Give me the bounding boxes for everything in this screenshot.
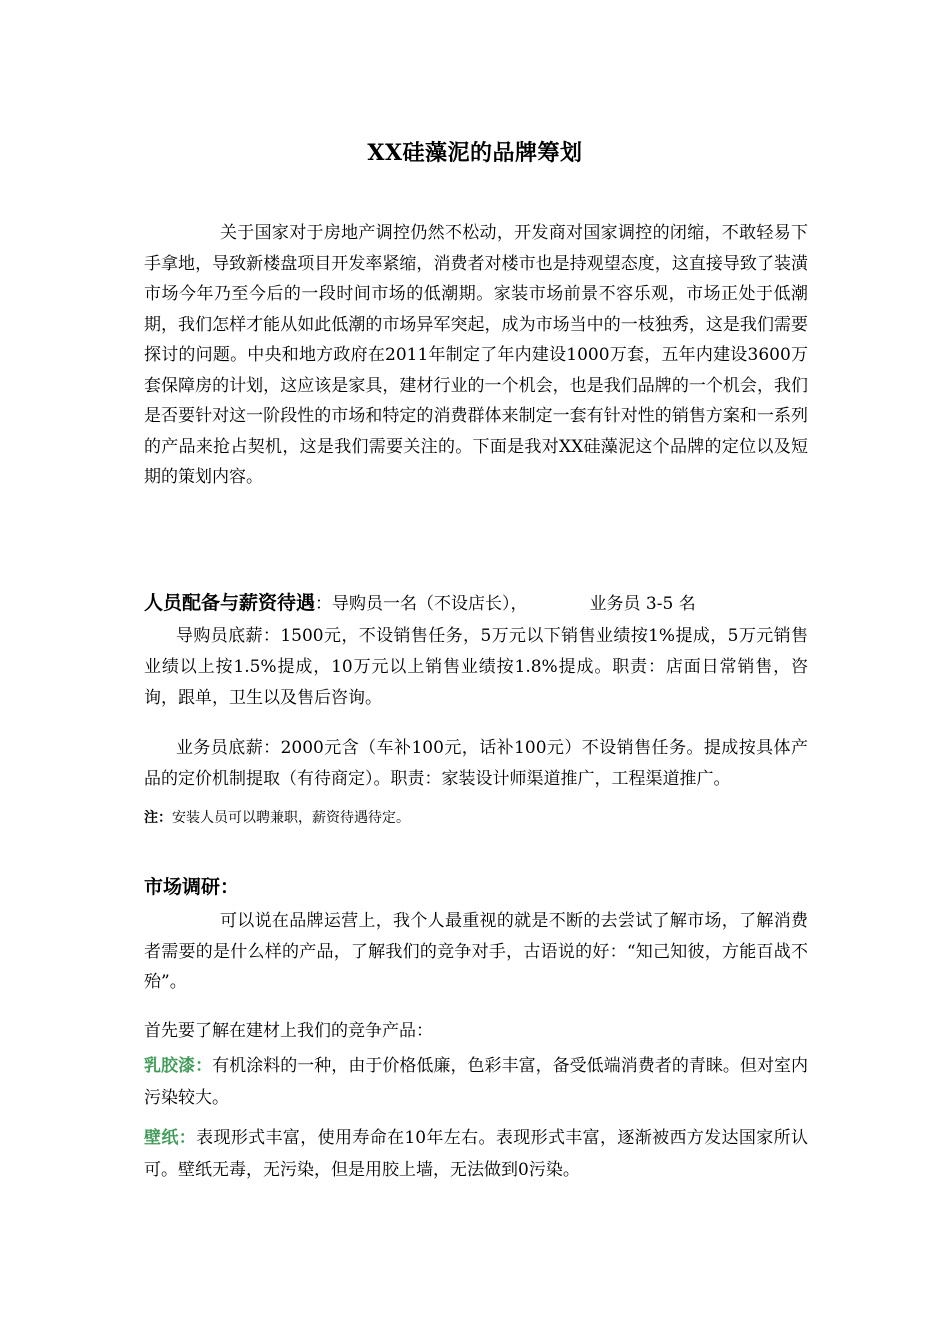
sales-pay-paragraph: 业务员底薪：2000元含（车补100元，话补100元）不设销售任务。提成按具体产品的定价机制提取（有待商定）。职责：家装设计师渠道推广，工程渠道推广。 — [144, 738, 808, 789]
wallpaper-paragraph — [144, 1122, 808, 1186]
latex-paint-label: 乳胶漆： — [144, 1056, 213, 1076]
guide-count: 导购员一名（不设店长）， — [332, 594, 528, 614]
staffing-heading-line — [144, 588, 696, 619]
note-line — [144, 804, 410, 832]
latex-paint-text: 有机涂料的一种，由于价格低廉，色彩丰富，备受低端消费者的青睐。但对室内污染较大。 — [144, 1056, 809, 1108]
document-title: XX硅藻泥的品牌筹划 — [367, 140, 583, 166]
staffing-heading-colon: ： — [315, 594, 333, 614]
research-paragraph: 可以说在品牌运营上，我个人最重视的就是不断的去尝试了解市场，了解消费者需要的是什么样的产品，了解我们的竞争对手，古语说的好：“知己知彼，方能百战不殆”。 — [144, 911, 808, 992]
note-label: 注： — [144, 810, 172, 826]
latex-paint-paragraph — [144, 1050, 808, 1114]
market-research-heading: 市场调研： — [144, 876, 240, 898]
wallpaper-text: 表现形式丰富，使用寿命在10年左右。表现形式丰富，逐渐被西方发达国家所认可。壁纸无毒，无污染，但是用胶上墙，无法做到0污染。 — [144, 1128, 809, 1180]
wallpaper-label: 壁纸： — [144, 1128, 197, 1148]
intro-paragraph: 关于国家对于房地产调控仍然不松动，开发商对国家调控的闭缩，不敢轻易下手拿地，导致新楼盘项目开发率紧缩，消费者对楼市也是持观望态度，这直接导致了装潢市场今年乃至今后的一段时间市场的低潮期。家装市场前景不容乐观，市场正处于低潮期，我们怎样才能从如此低潮的市场异军突起，成为市场当中的一枝独秀，这是我们需要探讨的问题。中央和地方政府在2011年制定了年内建设1000万套，五年内建设3600万套保障房的计划，这应该是家具，建材行业的一个机会，也是我们品牌的一个机会，我们是否要针对这一阶段性的市场和特定的消费群体来制定一套有针对性的销售方案和一系列的产品来抢占契机，这是我们需要关注的。下面是我对XX硅藻泥这个品牌的定位以及短期的策划内容。 — [144, 223, 808, 487]
staffing-heading: 人员配备与薪资待遇 — [144, 592, 316, 614]
note-text: 安装人员可以聘兼职，薪资待遇待定。 — [172, 810, 410, 826]
competitors-intro: 首先要了解在建材上我们的竞争产品： — [144, 1021, 433, 1041]
guide-pay-paragraph: 导购员底薪：1500元，不设销售任务，5万元以下销售业绩按1%提成，5万元销售业绩以上按1.5%提成，10万元以上销售业绩按1.8%提成。职责：店面日常销售，咨询，跟单，卫生以及售后咨询。 — [144, 626, 808, 708]
sales-count: 业务员 3-5 名 — [589, 594, 696, 614]
